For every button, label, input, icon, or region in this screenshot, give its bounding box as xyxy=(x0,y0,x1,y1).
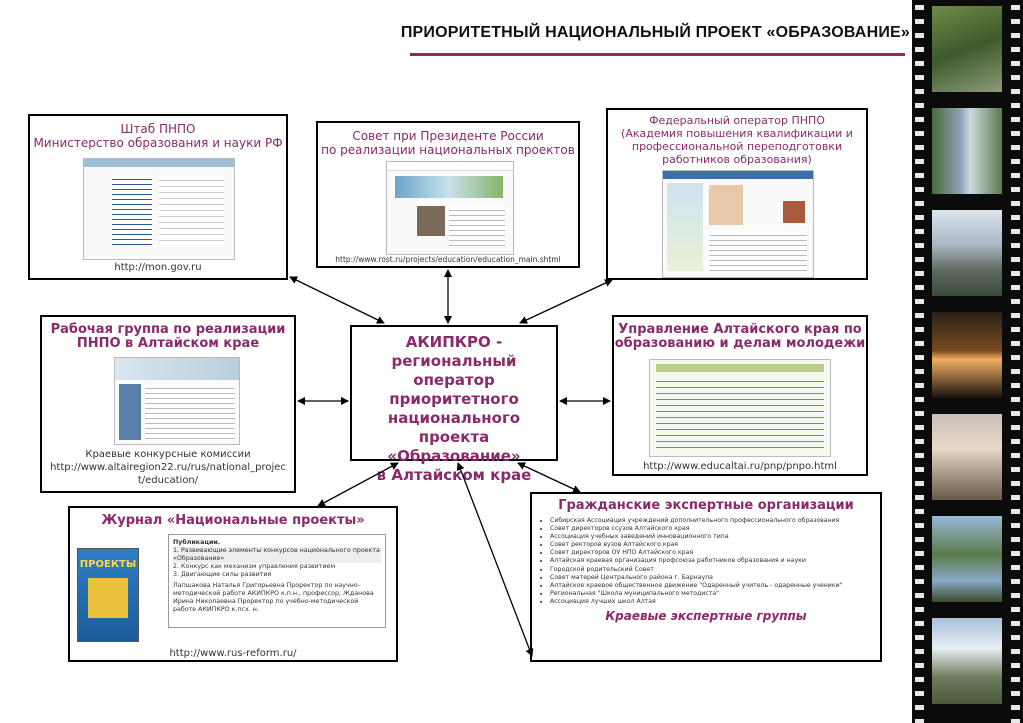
zhurnal-title: Журнал «Национальные проекты» xyxy=(101,513,365,528)
federal-title-line-2: (Академия повышения квалификации и xyxy=(621,127,853,140)
film-frame-waterfall xyxy=(932,108,1002,194)
grazhd-title: Гражданские экспертные организации xyxy=(558,498,854,513)
grazhd-item: • Сибирская Ассоциация учреждений дополнительного профессионального образования xyxy=(550,517,880,525)
film-frame-forest xyxy=(932,6,1002,92)
zhurnal-pub-label: Публикации. xyxy=(173,539,221,546)
grazhd-footer: Краевые экспертные группы xyxy=(605,609,807,624)
arrow-federal xyxy=(520,280,612,323)
zhurnal-url[interactable]: http://www.rus-reform.ru/ xyxy=(169,648,297,659)
center-line-6: в Алтайском крае xyxy=(376,466,532,484)
upravlenie-title-1: Управление Алтайского края по xyxy=(618,322,862,337)
grazhd-item: • Совет директоров ссузов Алтайского края xyxy=(550,525,880,533)
federal-title-line-4: работников образования) xyxy=(662,153,812,166)
upravlenie-url[interactable]: http://www.educaltai.ru/pnp/pnpo.html xyxy=(643,461,837,472)
zhurnal-pub-3: 3. Двигающие силы развития xyxy=(173,571,272,578)
grazhd-item: • Городской родительский Совет xyxy=(550,566,880,574)
grazhd-item: • Совет ректоров вузов Алтайского края xyxy=(550,541,880,549)
zhurnal-cover-title: ПРОЕКТЫ xyxy=(79,559,137,570)
arrow-grazhd-2 xyxy=(458,463,532,656)
grazhd-item: • Алтайская краевая организация профсоюза работников образования и науки xyxy=(550,557,880,565)
shtab-title-2: Министерство образования и науки РФ xyxy=(33,136,283,150)
federal-title-line-1: Федеральный оператор ПНПО xyxy=(649,114,825,127)
film-frame-glacier xyxy=(932,618,1002,704)
rabochaya-title-2: ПНПО в Алтайском крае xyxy=(76,336,260,351)
zhurnal-pub-2: 2. Конкурс как механизм управления развитием xyxy=(173,563,336,570)
grazhd-item: • Алтайское краевое общественное движение "Одаренный учитель - одаренные ученики" xyxy=(550,582,880,590)
arrow-shtab xyxy=(290,277,384,323)
film-strip-decoration xyxy=(912,0,1023,723)
grazhd-item: • Совет директоров ОУ НПО Алтайского края xyxy=(550,549,880,557)
rabochaya-url-1[interactable]: http://www.altairegion22.ru/rus/national_projec xyxy=(50,462,286,473)
grazhd-item: • Совет матерей Центрального района г. Барнаула xyxy=(550,574,880,582)
zhurnal-authors: Лапшакова Наталья Григорьевна Проректор по научно-методической работе АКИПКРО к.п.н., профессор; Жданова Ирина Николаевна Проректор по учебно-методической работе АКИПКРО к.псх. н. xyxy=(173,582,374,613)
center-line-4: национального xyxy=(387,409,521,427)
zhurnal-pub-1: 1. Развивающие элементы конкурсов национального проекта «Образование» xyxy=(173,547,380,562)
film-frame-sunset xyxy=(932,312,1002,398)
grazhd-item: • Ассоциация учебных заведений инновационного типа xyxy=(550,533,880,541)
grazhd-item: • Региональная "Школа муниципального методиста" xyxy=(550,590,880,598)
rabochaya-note: Краевые конкурсные комиссии xyxy=(85,449,251,460)
rabochaya-title-1: Рабочая группа по реализации xyxy=(50,322,286,337)
center-line-3: приоритетного xyxy=(389,390,519,408)
center-line-1: АКИПКРО - xyxy=(405,333,503,351)
film-frame-mountains xyxy=(932,210,1002,296)
center-line-2: региональный оператор xyxy=(391,352,517,389)
grazhd-item: • Ассоциация лучших школ Алтая xyxy=(550,598,880,606)
film-frame-lake xyxy=(932,516,1002,602)
sovet-url[interactable]: http://www.rost.ru/projects/education/education_main.shtml xyxy=(335,255,561,264)
shtab-url[interactable]: http://mon.gov.ru xyxy=(114,262,202,273)
arrow-zhurnal xyxy=(318,463,398,506)
sovet-title-1: Совет при Президенте России xyxy=(352,129,544,143)
page-title: ПРИОРИТЕТНЫЙ НАЦИОНАЛЬНЫЙ ПРОЕКТ «ОБРАЗОВАНИЕ» xyxy=(400,24,910,41)
shtab-title-1: Штаб ПНПО xyxy=(120,122,196,136)
arrow-grazhd-1 xyxy=(518,463,580,492)
federal-title-line-3: профессиональной переподготовки xyxy=(631,140,843,153)
center-line-5: проекта «Образование» xyxy=(387,428,521,465)
film-frame-peaks xyxy=(932,414,1002,500)
upravlenie-title-2: образованию и делам молодежи xyxy=(614,336,866,351)
sovet-title-2: по реализации национальных проектов xyxy=(321,143,575,157)
rabochaya-url-2[interactable]: t/education/ xyxy=(137,475,199,486)
